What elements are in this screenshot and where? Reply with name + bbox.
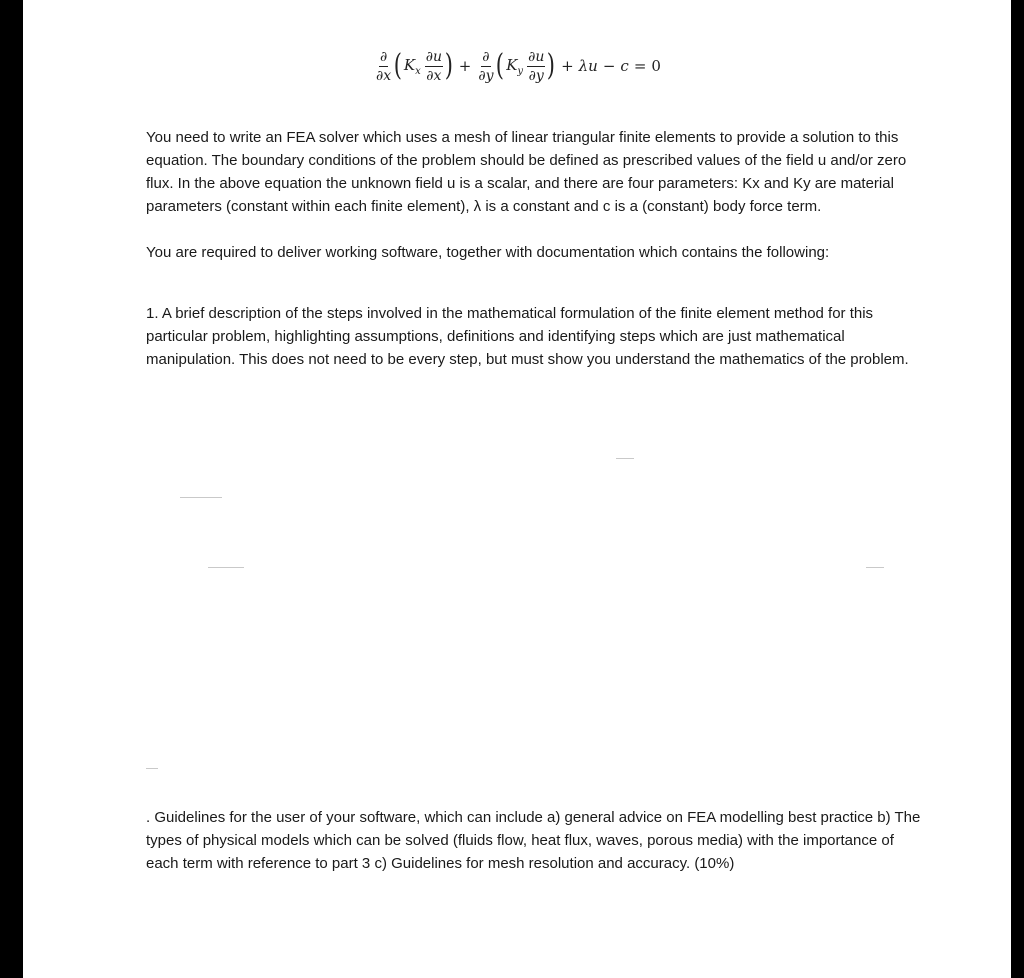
item-guidelines-marker: . [146, 809, 151, 826]
scan-speck [146, 768, 158, 769]
item-guidelines-text: Guidelines for the user of your software, which can include a) general advice on FEA modelling best practice b) The types of physical models which can be solved (fluids flow, heat flux, waves, porous media) with the importance of each term with reference to part 3 c) Guidelines for mesh resolution and accuracy. (10%) [146, 809, 921, 872]
partial-x-operator: $\frac{\partial}{\partial x}$ [376, 48, 392, 84]
du-dy: $\frac{\partial u}{\partial y}$ [528, 48, 545, 84]
scan-speck [616, 458, 634, 459]
scan-speck [180, 497, 222, 498]
partial-y-operator: $\frac{\partial}{\partial y}$ [478, 48, 494, 84]
body-force-term: c [620, 57, 629, 75]
pde-equation: $\frac{\partial}{\partial x}$ ( $K_x$ $\frac{\partial u}{\partial x}$ ) + $\frac{\partial}{\partial y}$ ( $K_y$ $\frac{\partial u}{\partial y}$ ) + λu − c = 0 [376, 48, 661, 84]
intro-paragraph: You need to write an FEA solver which uses a mesh of linear triangular finite elements to provide a solution to this equation. The boundary conditions of the problem should be defined as prescribed values of the field u and/or zero flux. In the above equation the unknown field u is a scalar, and there are four parameters: Kx and Ky are material parameters (constant within each finite element), λ is a constant and c is a (constant) body force term. [146, 129, 907, 215]
right-border [1011, 0, 1024, 978]
lambda-term: λu [578, 57, 598, 75]
ky-coefficient: $K_y$ [506, 55, 524, 77]
du-dx: $\frac{\partial u}{\partial x}$ [425, 48, 443, 84]
kx-coefficient: $K_x$ [403, 55, 421, 77]
equation-rhs-zero: 0 [651, 57, 661, 75]
left-border [0, 0, 23, 978]
requirements-paragraph: You are required to deliver working software, together with documentation which contains the following: [146, 244, 830, 261]
item-1-paragraph: 1. A brief description of the steps involved in the mathematical formulation of the finite element method for this particular problem, highlighting assumptions, definitions and identifying steps which are just mathematical manipulation. This does not need to be every step, but must show you understand the mathematics of the problem. [146, 305, 909, 368]
scan-speck [208, 567, 244, 568]
item-guidelines-paragraph [146, 806, 926, 875]
scan-speck [866, 567, 884, 568]
